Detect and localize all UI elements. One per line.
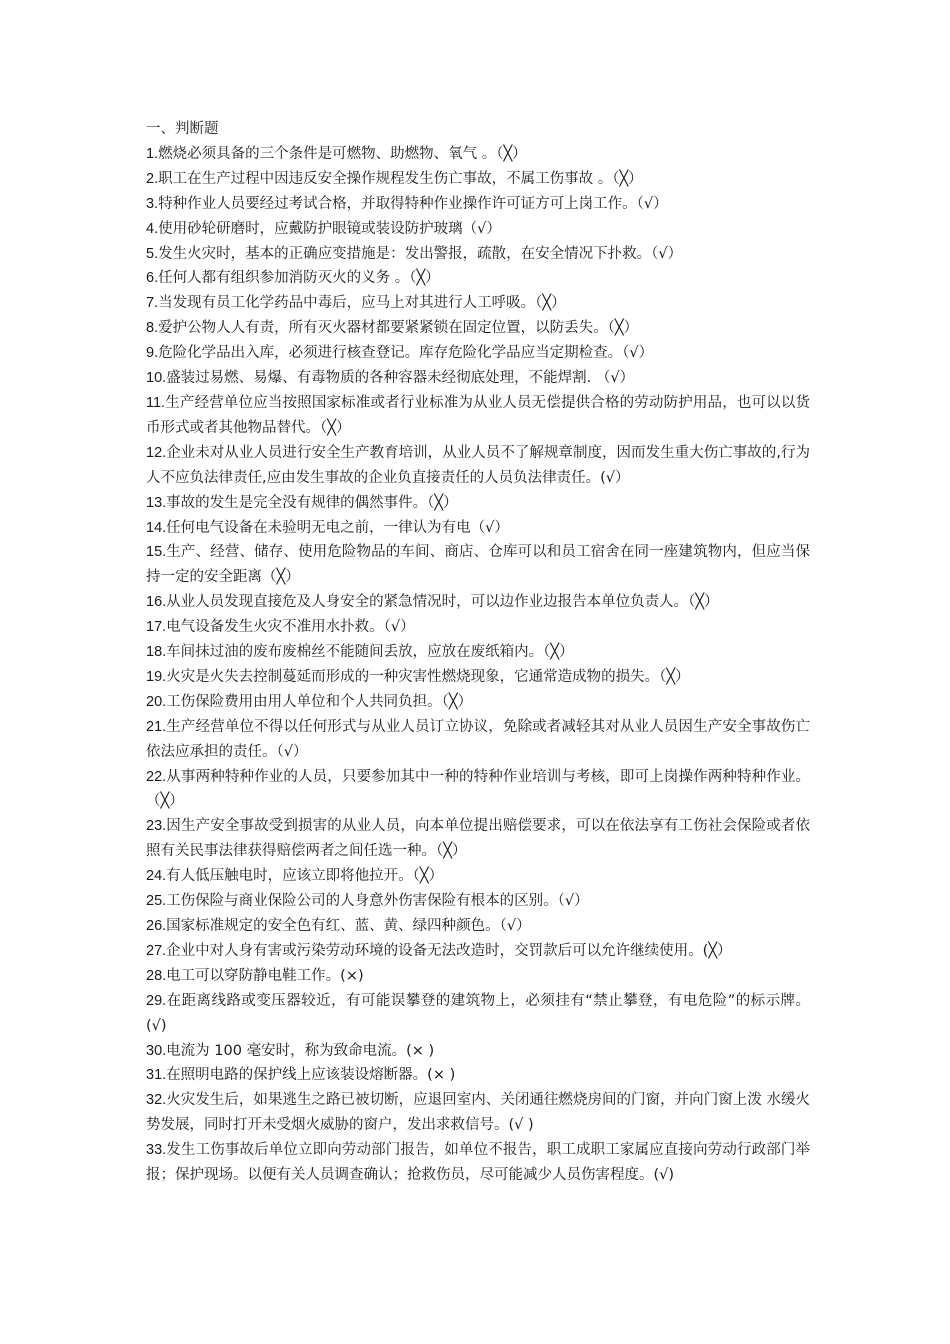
question-number: 17.: [146, 619, 167, 636]
question-item: [146, 192, 810, 217]
question-number: 1.: [146, 145, 159, 162]
question-number: 22.: [146, 768, 167, 785]
question-number: 31.: [146, 1067, 167, 1084]
question-number: 4.: [146, 220, 159, 237]
question-text: 生产、经营、储存、使用危险物品的车间、商店、仓库可以和员工宿舍在同一座建筑物内，但应当保持一定的安全距离（╳）: [146, 544, 810, 586]
question-item: [146, 765, 810, 815]
question-number: 13.: [146, 494, 167, 511]
question-text: 发生工伤事故后单位立即向劳动部门报告，如单位不报告，职工成职工家属应直接向劳动行政部门举报；保护现场。以便有关人员调查确认；抢救伤员，尽可能减少人员伤害程度。(√): [146, 1142, 810, 1184]
question-text: 任何人都有组织参加消防灭火的义务 。（╳）: [158, 270, 440, 287]
question-number: 23.: [146, 818, 167, 835]
question-number: 8.: [146, 320, 159, 337]
question-number: 9.: [146, 345, 159, 362]
question-item: [146, 964, 810, 989]
question-text: 车间抹过油的废布废棉丝不能随间丢放，应放在废纸箱内。（╳）: [166, 644, 574, 661]
question-number: 12.: [146, 444, 167, 461]
question-number: 16.: [146, 594, 167, 611]
question-item: [146, 316, 810, 341]
question-item: [146, 1039, 810, 1064]
question-item: [146, 491, 810, 516]
question-number: 24.: [146, 868, 167, 885]
question-item: [146, 366, 810, 391]
question-text: 盛装过易燃、易爆、有毒物质的各种容器未经彻底处理，不能焊割. （√）: [166, 370, 635, 387]
question-text: 危险化学品出入库，必须进行核查登记。库存危险化学品应当定期检查。（√）: [158, 345, 654, 362]
question-item: [146, 715, 810, 765]
question-number: 6.: [146, 270, 159, 287]
question-item: [146, 1063, 810, 1088]
question-item: [146, 889, 810, 914]
question-text: 爱护公物人人有责，所有灭火器材都要紧紧锁在固定位置，以防丢失。（╳）: [158, 320, 639, 337]
document-page: [146, 117, 810, 1188]
question-number: 21.: [146, 718, 167, 735]
question-number: 3.: [146, 195, 159, 212]
question-number: 19.: [146, 668, 167, 685]
question-text: 燃烧必须具备的三个条件是可燃物、助燃物、氧气 。（╳）: [158, 145, 527, 162]
question-number: 7.: [146, 295, 159, 312]
question-number: 29.: [146, 992, 167, 1009]
question-number: 11.: [146, 394, 166, 411]
question-text: 因生产安全事故受到损害的从业人员，向本单位提出赔偿要求，可以在依法享有工伤社会保险或者依照有关民事法律获得赔偿两者之间任选一种。（╳）: [146, 818, 810, 860]
question-item: [146, 266, 810, 291]
question-item: [146, 690, 810, 715]
question-text: 企业中对人身有害或污染劳动环境的设备无法改造时，交罚款后可以允许继续使用。(╳）: [166, 942, 732, 959]
question-item: [146, 665, 810, 690]
question-text: 火灾是火失去控制蔓延而形成的一种灾害性燃烧现象，它通常造成物的损失。（╳）: [166, 668, 690, 685]
question-item: [146, 341, 810, 366]
question-text: 有人低压触电时，应该立即将他拉开。（╳）: [166, 868, 444, 885]
question-item: [146, 864, 810, 889]
question-number: 14.: [146, 519, 167, 536]
question-number: 15.: [146, 544, 167, 561]
question-text: 在照明电路的保护线上应该装设熔断器。(× ): [166, 1067, 456, 1084]
question-item: [146, 142, 810, 167]
question-text: 任何电气设备在未验明无电之前，一律认为有电（√）: [166, 519, 509, 536]
question-text: 当发现有员工化学药品中毒后，应马上对其进行人工呼吸。（╳）: [158, 295, 566, 312]
question-item: [146, 242, 810, 267]
question-text: 生产经营单位不得以任何形式与从业人员订立协议，免除或者减轻其对从业人员因生产安全事故伤亡依法应承担的责任。（√）: [146, 718, 810, 760]
question-item: [146, 516, 810, 541]
question-number: 26.: [146, 918, 167, 934]
question-number: 27.: [146, 942, 167, 959]
question-number: 20.: [146, 693, 167, 710]
question-text: 特种作业人员要经过考试合格，并取得特种作业操作许可证方可上岗工作。（√）: [158, 195, 668, 212]
question-number: 10.: [146, 370, 167, 387]
question-item: [146, 1088, 810, 1138]
question-text: 火灾发生后，如果逃生之路已被切断，应退回室内、关闭通往燃烧房间的门窗，并向门窗上泼 水缓火势发展，同时打开未受烟火威胁的窗户，发出求救信号。(√ ): [146, 1092, 810, 1134]
question-item: [146, 914, 810, 939]
question-item: [146, 441, 810, 491]
question-item: [146, 640, 810, 665]
question-item: [146, 167, 810, 192]
question-number: 30.: [146, 1042, 167, 1059]
question-item: [146, 540, 810, 590]
question-item: [146, 814, 810, 864]
question-number: 2.: [146, 170, 159, 187]
question-text: 从业人员发现直接危及人身安全的紧急情况时，可以边作业边报告本单位负责人。（╳）: [166, 594, 719, 611]
question-number: 18.: [146, 644, 167, 661]
question-item: [146, 291, 810, 316]
question-item: [146, 989, 810, 1039]
question-item: [146, 590, 810, 615]
question-text: 电气设备发生火灾不准用水扑救。（√）: [166, 619, 415, 636]
question-item: [146, 1138, 810, 1188]
question-text: 工伤保险费用由用人单位和个人共同负担。（╳）: [166, 693, 473, 710]
question-item: [146, 615, 810, 640]
question-number: 32.: [146, 1092, 167, 1109]
question-text: 发生火灾时，基本的正确应变措施是：发出警报，疏散，在安全情况下扑救。（√）: [158, 245, 683, 262]
question-text: 事故的发生是完全没有规律的偶然事件。（╳）: [166, 494, 458, 511]
question-item: [146, 217, 810, 242]
question-text: 工伤保险与商业保险公司的人身意外伤害保险有根本的区别。（√）: [166, 893, 589, 910]
question-text: 职工在生产过程中因违反安全操作规程发生伤亡事故，不属工伤事故 。（╳）: [158, 170, 643, 187]
question-text: 国家标准规定的安全色有红、蓝、黄、绿四种颜色。（√）: [166, 918, 531, 934]
question-text: 在距离线路或变压器较近，有可能误攀登的建筑物上，必须挂有“禁止攀登，有电危险”的标示牌。(√): [146, 992, 810, 1034]
question-text: 从事两种特种作业的人员，只要参加其中一种的特种作业培训与考核，即可上岗操作两种特种作业。（╳）: [146, 768, 810, 810]
question-text: 企业未对从业人员进行安全生产教育培训，从业人员不了解规章制度，因而发生重大伤亡事故的,行为人不应负法律责任,应由发生事故的企业负直接责任的人员负法律责任。(√）: [146, 444, 810, 486]
question-item: [146, 939, 810, 964]
question-list: [146, 142, 810, 1188]
question-number: 25.: [146, 893, 167, 910]
question-text: 电流为 100 毫安时，称为致命电流。(× ): [166, 1042, 435, 1059]
question-number: 28.: [146, 967, 167, 984]
question-text: 使用砂轮研磨时，应戴防护眼镜或装设防护玻璃（√）: [158, 220, 501, 237]
section-title: 一、判断题: [146, 121, 219, 137]
question-number: 5.: [146, 245, 159, 262]
question-item: [146, 391, 810, 441]
question-text: 电工可以穿防静电鞋工作。(×): [166, 967, 364, 984]
question-text: 生产经营单位应当按照国家标准或者行业标准为从业人员无偿提供合格的劳动防护用品，也可以以货币形式或者其他物品替代。（╳）: [146, 394, 810, 436]
question-number: 33.: [146, 1142, 167, 1159]
